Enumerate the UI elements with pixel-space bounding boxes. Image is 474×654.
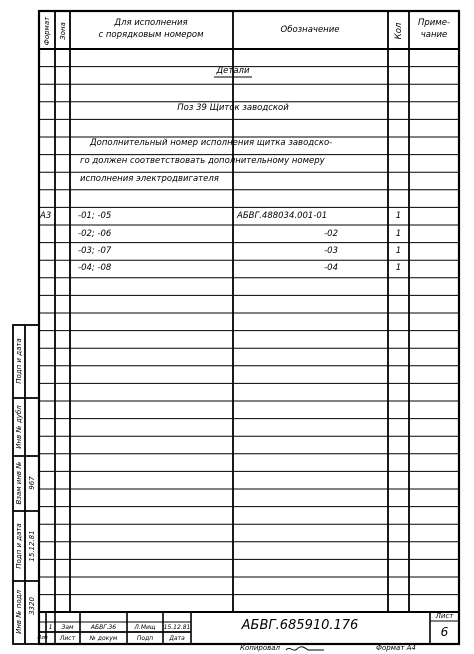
row-designation: -03 — [324, 246, 338, 256]
tb-hdr-podp: Подп — [136, 635, 154, 642]
header-designation: Обозначение — [280, 25, 340, 35]
copied-signature — [284, 644, 328, 654]
stamp-label-inv-podl: Инв № подл — [15, 590, 23, 634]
note-line: Дополнительный номер исполнения щитка заводско- — [90, 138, 333, 148]
section-title: Детали — [216, 66, 250, 76]
header-qty: Кол — [393, 22, 404, 40]
tb-sheet-number: 6 — [440, 625, 449, 639]
row-exec: -04; -08 — [78, 263, 112, 273]
header-zone: Зона — [58, 22, 67, 40]
row-exec: -02; -06 — [78, 229, 112, 239]
footer-format: Формат А4 — [376, 644, 416, 652]
header-note-line1: Приме- — [417, 18, 451, 28]
tb-change-no: 1 — [48, 624, 53, 631]
tb-doc-no: АБВГ.36 — [90, 624, 117, 631]
row-qty: 1 — [395, 246, 402, 256]
tb-change-type: Зам — [61, 624, 74, 631]
tb-hdr-data: Дата — [169, 635, 185, 642]
tb-hdr-list: Лист — [59, 635, 76, 642]
header-exec-line2: с порядковым номером — [98, 30, 204, 40]
row-exec: -03; -07 — [78, 246, 112, 256]
tb-designation: АБВГ.685910.176 — [241, 618, 359, 633]
stamp-label-podp-data2: Подп и дата — [15, 523, 23, 569]
row-format: А3 — [40, 211, 52, 221]
stamp-label-podp-data: Подп и дата — [15, 338, 23, 384]
stamp-label-inv-dubl: Инв № дубл — [15, 405, 23, 449]
note-line: го должен соответствовать дополнительному номеру — [80, 156, 325, 166]
item-title: Поз 39 Щиток заводской — [177, 103, 289, 113]
header-exec-line1: Для исполнения — [114, 18, 188, 28]
row-exec: -01; -05 — [78, 211, 112, 221]
tb-hdr-doc: № докум — [89, 635, 118, 642]
row-designation: АБВГ.488034.001-01 — [237, 211, 328, 221]
row-qty: 1 — [395, 229, 402, 239]
row-designation: -04 — [324, 263, 338, 273]
row-qty: 1 — [395, 211, 402, 221]
stamp-value-date: 15.12.81 — [28, 530, 36, 562]
stamp-label-vzam-inv: Взам инв № — [15, 461, 23, 505]
row-qty: 1 — [395, 263, 402, 273]
tb-date: 15.12.81 — [163, 624, 191, 631]
row-designation: -02 — [324, 229, 338, 239]
stamp-value-inv-podl: 3320 — [28, 597, 36, 615]
header-note-line2: чание — [420, 30, 448, 40]
tb-sheet-label: Лист — [435, 612, 454, 620]
stamp-value-vzam-inv: 967 — [28, 476, 36, 490]
tb-signature: Л.Мищ — [134, 624, 156, 631]
tb-hdr-izm: Изм — [37, 635, 48, 641]
header-format: Формат — [43, 16, 51, 46]
note-line: исполнения электродвигателя — [80, 174, 219, 184]
footer-copied: Копировал — [240, 644, 280, 652]
